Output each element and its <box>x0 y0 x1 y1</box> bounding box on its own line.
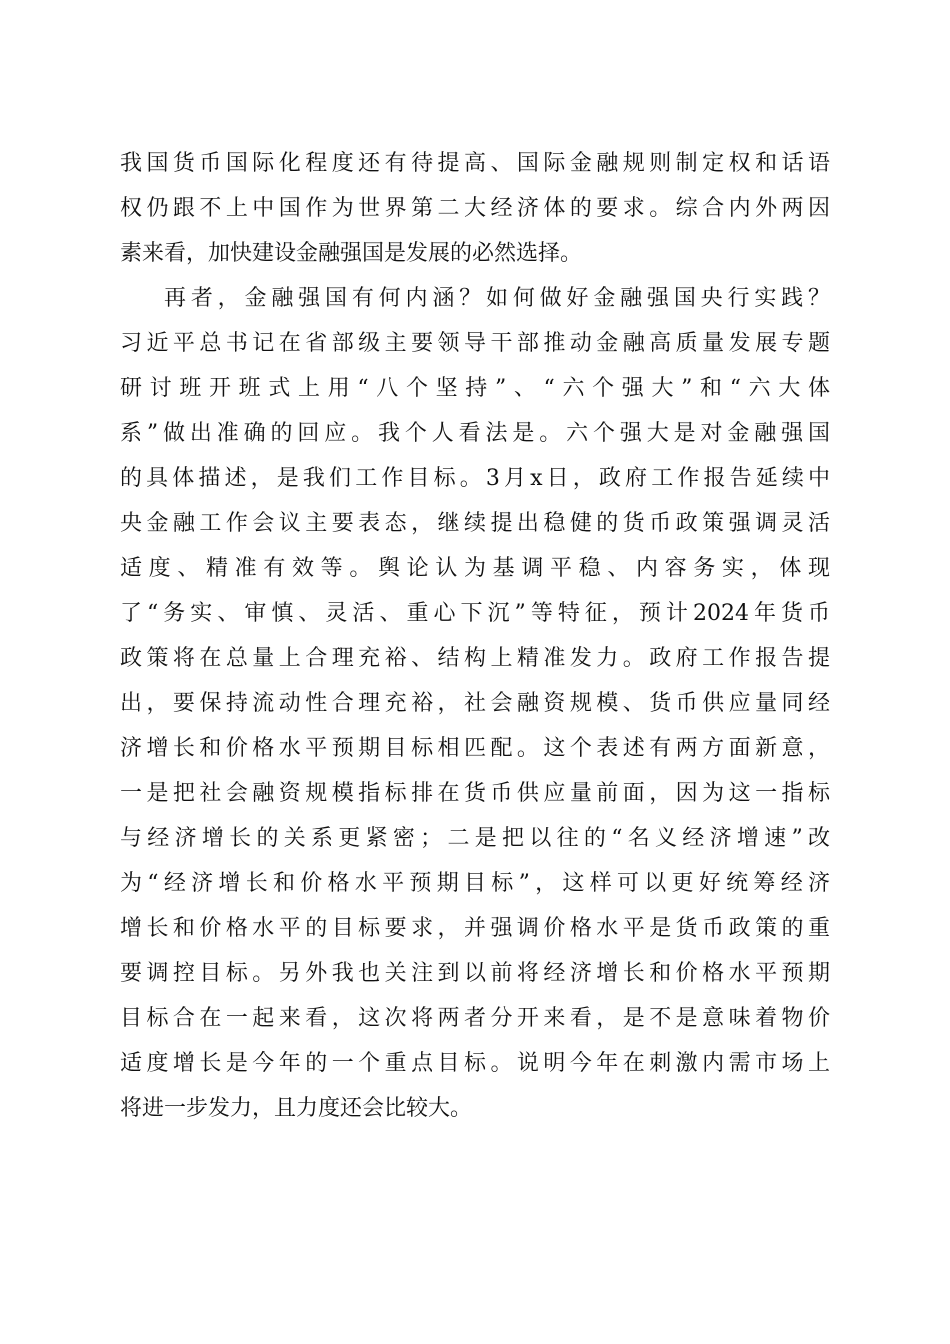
paragraph-line: 增长和价格水平的目标要求，并强调价格水平是货币政策的重 <box>120 916 830 941</box>
paragraph-line: 适度增长是今年的一个重点目标。说明今年在刺激内需市场上 <box>120 1051 830 1076</box>
paragraph-line: 与经济增长的关系更紧密；二是把以往的“名义经济增速”改 <box>120 826 830 851</box>
paragraph-line: 出，要保持流动性合理充裕，社会融资规模、货币供应量同经 <box>120 691 830 716</box>
paragraph-line: 研讨班开班式上用“八个坚持”、“六个强大”和“六大体 <box>120 376 830 401</box>
paragraph-line: 为“经济增长和价格水平预期目标”，这样可以更好统筹经济 <box>120 871 830 896</box>
paragraph-line: 一是把社会融资规模指标排在货币供应量前面，因为这一指标 <box>120 781 830 806</box>
paragraph-line: 将进一步发力，且力度还会比较大。 <box>120 1096 473 1121</box>
paragraph-line: 了“务实、审慎、灵活、重心下沉”等特征，预计2024年货币 <box>120 601 830 626</box>
paragraph-line: 素来看，加快建设金融强国是发展的必然选择。 <box>120 241 583 266</box>
paragraph-line: 的具体描述，是我们工作目标。3月x日，政府工作报告延续中 <box>120 466 830 491</box>
paragraph-line: 央金融工作会议主要表态，继续提出稳健的货币政策强调灵活 <box>120 511 830 536</box>
paragraph-1 <box>120 141 830 276</box>
paragraph-line: 要调控目标。另外我也关注到以前将经济增长和价格水平预期 <box>120 961 830 986</box>
paragraph-line: 济增长和价格水平预期目标相匹配。这个表述有两方面新意， <box>120 736 830 761</box>
paragraph-line: 适度、精准有效等。舆论认为基调平稳、内容务实，体现 <box>120 556 830 581</box>
paragraph-line: 我国货币国际化程度还有待提高、国际金融规则制定权和话语 <box>120 151 830 176</box>
document-body <box>120 141 830 1131</box>
paragraph-line: 目标合在一起来看，这次将两者分开来看，是不是意味着物价 <box>120 1006 830 1031</box>
paragraph-2 <box>120 276 830 1131</box>
paragraph-line: 权仍跟不上中国作为世界第二大经济体的要求。综合内外两因 <box>120 196 830 221</box>
paragraph-line: 再者，金融强国有何内涵？如何做好金融强国央行实践？ <box>164 286 830 311</box>
paragraph-line: 习近平总书记在省部级主要领导干部推动金融高质量发展专题 <box>120 331 830 356</box>
paragraph-line: 政策将在总量上合理充裕、结构上精准发力。政府工作报告提 <box>120 646 830 671</box>
paragraph-line: 系”做出准确的回应。我个人看法是。六个强大是对金融强国 <box>120 421 830 446</box>
